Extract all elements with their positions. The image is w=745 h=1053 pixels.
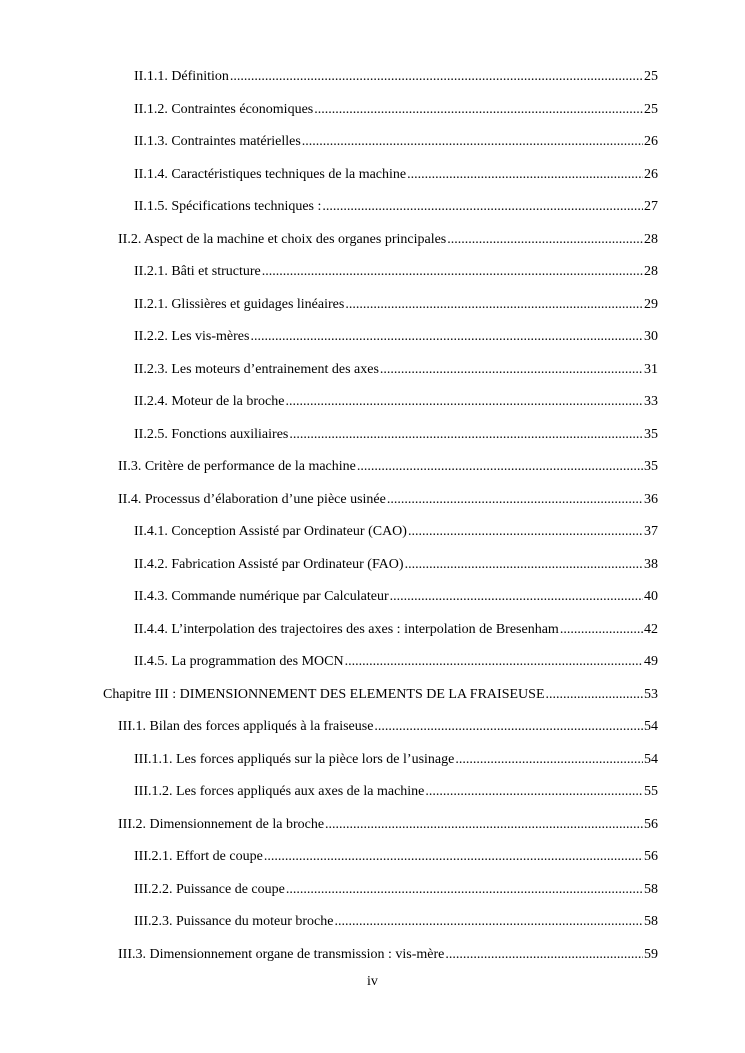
toc-dot-leader xyxy=(262,261,643,283)
toc-dot-leader xyxy=(546,684,644,706)
toc-entry-title: II.3. Critère de performance de la machine xyxy=(118,459,356,474)
toc-dot-leader xyxy=(325,814,643,836)
toc-entry[interactable] xyxy=(0,489,658,522)
toc-entry-page: 38 xyxy=(644,556,658,572)
toc-entry[interactable] xyxy=(0,229,658,262)
toc-entry[interactable] xyxy=(0,261,658,294)
toc-dot-leader xyxy=(285,391,643,413)
toc-dot-leader xyxy=(560,619,643,641)
toc-entry-page: 33 xyxy=(644,394,658,409)
toc-entry-page: 28 xyxy=(644,231,658,247)
page-number: iv xyxy=(367,974,378,989)
toc-dot-leader xyxy=(286,879,643,901)
toc-dot-leader xyxy=(447,229,643,251)
table-of-contents xyxy=(0,66,745,976)
toc-dot-leader xyxy=(345,651,643,673)
toc-dot-leader xyxy=(407,164,643,186)
toc-dot-leader xyxy=(264,846,643,868)
toc-entry[interactable] xyxy=(0,651,658,684)
toc-entry-page: 40 xyxy=(644,589,658,604)
toc-dot-leader xyxy=(230,66,643,88)
toc-dot-leader xyxy=(250,326,643,348)
toc-entry[interactable] xyxy=(0,359,658,392)
toc-entry-page: 25 xyxy=(644,69,658,84)
toc-entry-title: II.4.4. L’interpolation des trajectoires des axes : interpolation de Bresenham xyxy=(134,621,559,637)
toc-entry-title: II.1.3. Contraintes matérielles xyxy=(134,134,301,149)
toc-entry[interactable] xyxy=(0,911,658,944)
toc-entry-title: III.2. Dimensionnement de la broche xyxy=(118,816,325,832)
toc-dot-leader xyxy=(445,944,643,966)
toc-entry-page: 58 xyxy=(644,914,658,929)
toc-dot-leader xyxy=(405,554,643,576)
toc-dot-leader xyxy=(289,424,643,446)
toc-entry-page: 35 xyxy=(644,459,658,474)
toc-entry[interactable] xyxy=(0,99,658,132)
toc-entry-page: 56 xyxy=(644,849,658,864)
toc-entry-page: 53 xyxy=(644,686,658,702)
toc-entry-page: 26 xyxy=(644,166,658,182)
toc-entry-page: 35 xyxy=(644,426,658,442)
toc-entry-title: III.2.2. Puissance de coupe xyxy=(134,881,285,897)
toc-entry-title: II.1.4. Caractéristiques techniques de la machine xyxy=(134,166,407,182)
toc-entry-page: 28 xyxy=(644,264,658,279)
toc-entry-title: II.2. Aspect de la machine et choix des organes principales xyxy=(118,231,447,247)
toc-entry-title: II.4. Processus d’élaboration d’une pièce usinée xyxy=(118,491,386,507)
toc-entry-title: II.2.5. Fonctions auxiliaires xyxy=(134,426,289,442)
toc-entry-page: 55 xyxy=(644,784,658,799)
toc-dot-leader xyxy=(390,586,643,608)
toc-entry-page: 25 xyxy=(644,101,658,117)
toc-entry-title: III.1. Bilan des forces appliqués à la fraiseuse xyxy=(118,719,374,734)
toc-dot-leader xyxy=(302,131,643,153)
toc-entry-title: II.4.3. Commande numérique par Calculateur xyxy=(134,589,389,604)
toc-entry-title: II.2.2. Les vis-mères xyxy=(134,329,250,344)
toc-dot-leader xyxy=(345,294,643,316)
toc-entry[interactable] xyxy=(0,879,658,912)
toc-entry[interactable] xyxy=(0,456,658,489)
toc-entry[interactable] xyxy=(0,196,658,229)
toc-entry-page: 54 xyxy=(644,751,658,767)
toc-entry[interactable] xyxy=(0,619,658,652)
toc-entry[interactable] xyxy=(0,66,658,99)
toc-entry[interactable] xyxy=(0,424,658,457)
toc-entry-page: 30 xyxy=(644,329,658,344)
toc-dot-leader xyxy=(314,99,643,121)
toc-entry-page: 29 xyxy=(644,296,658,312)
toc-entry-page: 58 xyxy=(644,881,658,897)
toc-entry[interactable] xyxy=(0,749,658,782)
toc-entry-page: 37 xyxy=(644,524,658,539)
toc-entry-title: II.2.3. Les moteurs d’entrainement des axes xyxy=(134,361,379,377)
toc-entry-title: Chapitre III : DIMENSIONNEMENT DES ELEMENTS DE LA FRAISEUSE xyxy=(103,686,545,702)
toc-dot-leader xyxy=(357,456,643,478)
toc-entry[interactable] xyxy=(0,814,658,847)
toc-dot-leader xyxy=(408,521,643,543)
toc-entry-title: II.1.5. Spécifications techniques : xyxy=(134,199,322,214)
toc-entry-page: 26 xyxy=(644,134,658,149)
toc-entry[interactable] xyxy=(0,554,658,587)
toc-entry-title: II.4.2. Fabrication Assisté par Ordinateur (FAO) xyxy=(134,556,404,572)
toc-entry-title: II.1.1. Définition xyxy=(134,69,229,84)
toc-entry-title: II.2.4. Moteur de la broche xyxy=(134,394,285,409)
toc-entry-page: 59 xyxy=(644,946,658,962)
toc-entry-page: 56 xyxy=(644,816,658,832)
toc-entry[interactable] xyxy=(0,781,658,814)
toc-entry-title: III.2.3. Puissance du moteur broche xyxy=(134,914,334,929)
toc-entry[interactable] xyxy=(0,326,658,359)
toc-entry[interactable] xyxy=(0,131,658,164)
toc-entry[interactable] xyxy=(0,294,658,327)
toc-dot-leader xyxy=(455,749,643,771)
toc-entry-title: II.2.1. Bâti et structure xyxy=(134,264,261,279)
toc-entry-title: III.2.1. Effort de coupe xyxy=(134,849,263,864)
toc-entry[interactable] xyxy=(0,391,658,424)
toc-entry[interactable] xyxy=(0,586,658,619)
toc-entry-title: III.1.2. Les forces appliqués aux axes de la machine xyxy=(134,784,425,799)
toc-dot-leader xyxy=(322,196,643,218)
toc-dot-leader xyxy=(380,359,643,381)
toc-entry-page: 31 xyxy=(644,361,658,377)
toc-entry-page: 54 xyxy=(644,719,658,734)
toc-entry[interactable] xyxy=(0,521,658,554)
toc-dot-leader xyxy=(387,489,643,511)
toc-entry-title: II.2.1. Glissières et guidages linéaires xyxy=(134,296,345,312)
toc-entry-title: III.3. Dimensionnement organe de transmission : vis-mère xyxy=(118,946,445,962)
toc-entry-title: II.4.1. Conception Assisté par Ordinateur (CAO) xyxy=(134,524,407,539)
toc-dot-leader xyxy=(334,911,643,933)
toc-entry-page: 49 xyxy=(644,654,658,669)
toc-entry-title: II.1.2. Contraintes économiques xyxy=(134,101,314,117)
toc-entry-page: 27 xyxy=(644,199,658,214)
toc-entry-page: 42 xyxy=(644,621,658,637)
toc-dot-leader xyxy=(374,716,643,738)
toc-entry-title: II.4.5. La programmation des MOCN xyxy=(134,654,344,669)
toc-entry[interactable] xyxy=(0,684,658,717)
toc-entry-page: 36 xyxy=(644,491,658,507)
toc-dot-leader xyxy=(425,781,643,803)
toc-entry[interactable] xyxy=(0,716,658,749)
toc-entry[interactable] xyxy=(0,164,658,197)
toc-entry[interactable] xyxy=(0,846,658,879)
toc-entry-title: III.1.1. Les forces appliqués sur la pièce lors de l’usinage xyxy=(134,751,455,767)
